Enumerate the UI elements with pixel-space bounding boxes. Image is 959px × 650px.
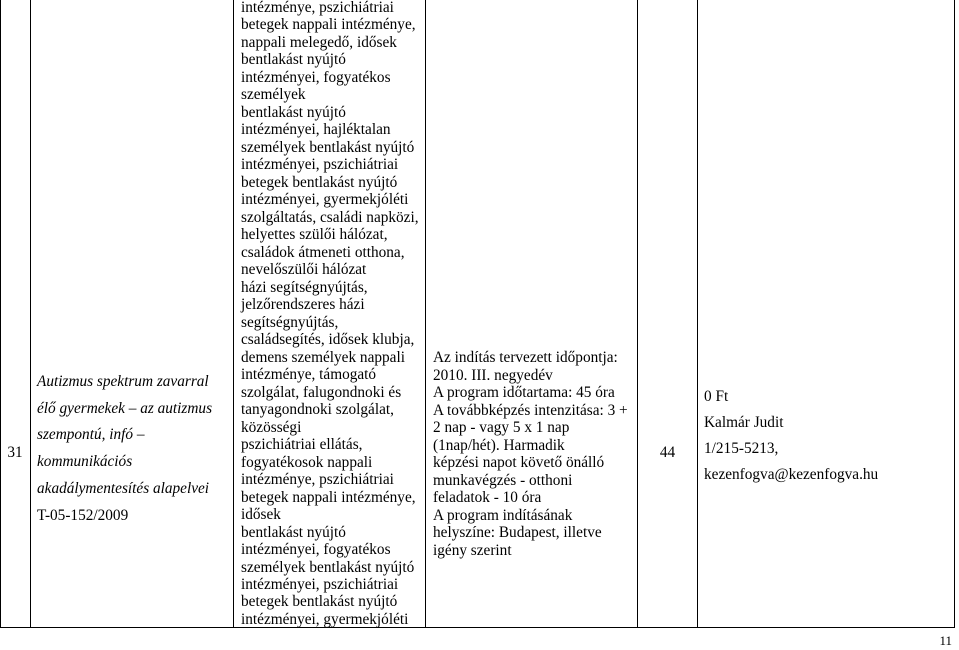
schedule-line: helyszíne: Budapest, illetve: [433, 524, 602, 541]
schedule-line: A program indításának: [433, 506, 573, 524]
row-number: 31: [7, 444, 23, 461]
course-code: T-05-152/2009: [37, 506, 129, 524]
table-border-bottom: [0, 627, 955, 628]
schedule-line: A továbbképzés intenzitása: 3 +: [433, 401, 628, 419]
target-group-line: bentlakást nyújtó: [241, 523, 346, 541]
hours-value: 44: [659, 444, 676, 461]
target-group-line: nevelőszülői hálózat: [241, 261, 367, 279]
schedule-line: 2 nap - vagy 5 x 1 nap: [433, 419, 570, 436]
schedule-line: (1nap/hét). Harmadik: [433, 436, 565, 454]
table-border-left: [0, 0, 1, 628]
target-group-line: betegek nappali intézménye,: [241, 488, 416, 506]
target-group-line: szolgáltatás, családi napközi,: [241, 208, 419, 226]
target-group-line: demens személyek nappali: [241, 348, 405, 366]
target-group-line: nappali melegedő, idősek: [241, 33, 397, 51]
course-title-line: kommunikációs: [37, 453, 133, 471]
course-title-line: szempontú, infó –: [37, 426, 145, 444]
column-divider: [697, 0, 698, 628]
target-group-line: intézményei, fogyatékos: [241, 541, 391, 559]
target-group-line: intézményei, gyermekjóléti: [241, 191, 409, 209]
schedule-line: A program időtartama: 45 óra: [433, 384, 615, 401]
schedule-line: Az indítás tervezett időpontja:: [433, 349, 618, 366]
course-title-line: élő gyermekek – az autizmus: [37, 399, 213, 417]
schedule-cell: [433, 349, 628, 559]
target-group-line: tanyagondnoki szolgálat,: [241, 401, 394, 419]
column-divider: [30, 0, 31, 628]
target-group-line: közösségi: [241, 418, 302, 436]
fee-value: 0 Ft: [704, 388, 729, 405]
target-group-line: családsegítés, idősek klubja,: [241, 331, 415, 349]
target-group-line: bentlakást nyújtó: [241, 51, 346, 69]
target-group-line: betegek bentlakást nyújtó: [241, 173, 398, 191]
course-title-line: akadálymentesítés alapelvei: [37, 479, 210, 497]
target-groups-cell: [241, 0, 419, 628]
target-group-line: pszichiátriai ellátás,: [241, 436, 363, 454]
target-group-line: jelzőrendszeres házi: [241, 296, 365, 314]
target-group-line: intézményei, gyermekjóléti: [241, 610, 409, 628]
column-divider: [425, 0, 426, 628]
schedule-line: 2010. III. negyedév: [433, 366, 553, 384]
target-group-line: fogyatékosok nappali: [241, 453, 373, 471]
course-title-line: Autizmus spektrum zavarral: [37, 373, 209, 390]
page-number: 11: [939, 633, 952, 648]
target-group-line: intézményei, fogyatékos: [241, 68, 391, 86]
target-group-line: intézményei, pszichiátriai: [241, 575, 399, 593]
schedule-line: képzési napot követő önálló: [433, 454, 605, 471]
schedule-line: feladatok - 10 óra: [433, 489, 542, 506]
target-group-line: intézménye, támogató: [241, 366, 377, 384]
target-group-line: intézményei, hajléktalan: [241, 121, 391, 139]
target-group-line: helyettes szülői hálózat,: [241, 226, 388, 244]
contact-email: kezenfogva@kezenfogva.hu: [704, 466, 879, 483]
table-border-right: [954, 0, 955, 628]
target-group-line: személyek bentlakást nyújtó: [241, 138, 415, 156]
schedule-line: igény szerint: [433, 541, 512, 559]
contact-name: Kalmár Judit: [704, 414, 784, 431]
target-group-line: szolgálat, falugondnoki és: [241, 383, 402, 401]
contact-phone: 1/215-5213,: [704, 440, 779, 457]
column-divider: [637, 0, 638, 628]
target-group-line: személyek: [241, 86, 306, 104]
column-divider: [233, 0, 234, 628]
target-group-line: segítségnyújtás,: [241, 313, 339, 331]
target-group-line: intézménye, pszichiátriai: [241, 0, 394, 16]
target-group-line: intézményei, pszichiátriai: [241, 156, 399, 174]
course-title-cell: [37, 369, 212, 529]
contact-cell: [704, 384, 878, 488]
target-group-line: betegek bentlakást nyújtó: [241, 593, 398, 611]
target-group-line: idősek: [241, 506, 281, 524]
target-group-line: házi segítségnyújtás,: [241, 278, 368, 296]
target-group-line: betegek nappali intézménye,: [241, 16, 416, 34]
target-group-line: személyek bentlakást nyújtó: [241, 558, 415, 576]
target-group-line: intézménye, pszichiátriai: [241, 471, 394, 489]
target-group-line: családok átmeneti otthona,: [241, 243, 405, 261]
schedule-line: munkavégzés - otthoni: [433, 471, 573, 489]
target-group-line: bentlakást nyújtó: [241, 103, 346, 121]
